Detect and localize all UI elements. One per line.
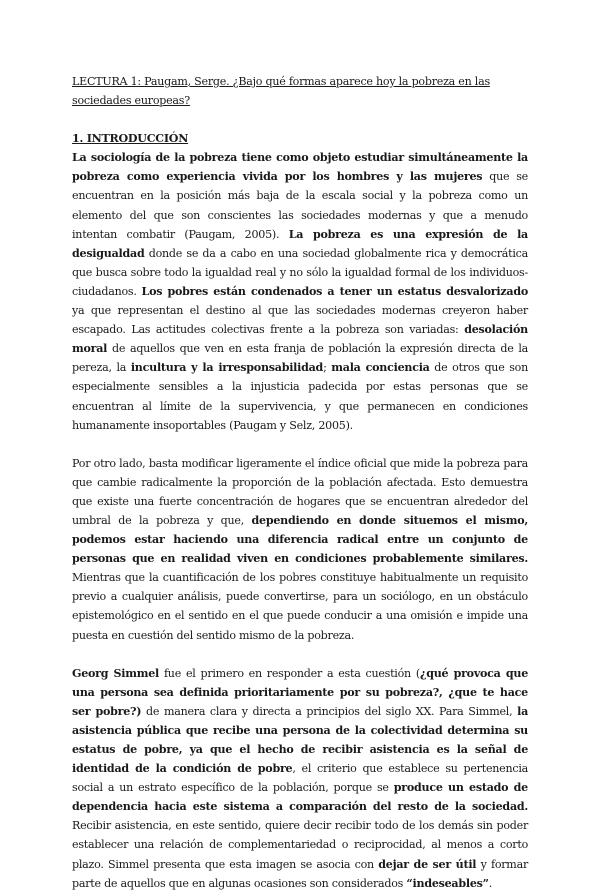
bold-text-run: Georg Simmel: [72, 666, 160, 680]
paragraph-simmel: [72, 664, 528, 893]
text-run: Mientras que la cuantificación de los pobres constituye habitualmente un requisito previo a cualquier análisis, puede convertirse, para un sociólogo, en un obstáculo epistemológico en el sentido en el que puede conducir a una omisión e impide una puesta en cuestión del sentido mismo de la pobreza.: [72, 571, 528, 642]
bold-text-run: mala conciencia: [331, 361, 430, 375]
text-run: .: [488, 876, 493, 890]
bold-text-run: La pobreza es una expresión de la desigualdad: [72, 227, 528, 260]
text-run: , el criterio que establece su pertenencia social a un estrato específico de la población, porque se: [72, 762, 528, 795]
bold-text-run: dependiendo en donde situemos el mismo, podemos estar haciendo una diferencia radical entre un conjunto de personas que en realidad viven en condiciones probablemente similares.: [72, 513, 528, 566]
bold-text-run: incultura y la irresponsabilidad: [130, 361, 324, 375]
text-run: y formar parte de aquellos que en algunas ocasiones son considerados: [72, 857, 528, 890]
paragraph-gap: [72, 435, 528, 454]
text-run: donde se da a cabo en una sociedad globalmente rica y democrática que busca sobre todo la igualdad real y no sólo la igualdad formal de los individuos-ciudadanos.: [72, 246, 528, 298]
section-heading: 1. INTRODUCCIÓN: [72, 132, 189, 146]
text-run: de manera clara y directa a principios del siglo XX. Para Simmel,: [141, 704, 518, 718]
bold-text-run: desolación moral: [72, 323, 528, 356]
text-run: Recibir asistencia, en este sentido, quiere decir recibir todo de los demás sin poder establecer una relación de complementariedad o reciprocidad, al menos a corto plazo. Simmel presenta que esta imagen se asocia con: [72, 819, 528, 871]
paragraph-poverty-index: [72, 454, 528, 645]
text-run: de otros que son especialmente sensibles a la injusticia padecida por estas personas que se encuentran al límite de la supervivencia, y que permanecen en condiciones humanamente insoportables (Paugam y Selz, 2005).: [72, 361, 528, 432]
bold-text-run: Los pobres están condenados a tener un estatus desvalorizado: [141, 284, 528, 298]
text-run: fue el primero en responder a esta cuestión (: [159, 666, 420, 680]
bold-text-run: ¿qué provoca que una persona sea definida prioritariamente por su pobreza?, ¿que te hace ser pobre?): [72, 666, 529, 718]
text-run: que se encuentran en la posición más baja de la escala social y la pobreza como un elemento del que son conscientes las sociedades modernas y que a menudo intentan combatir (Paugam, 2005).: [72, 170, 529, 241]
document-page: [72, 72, 528, 893]
document-title: LECTURA 1: Paugam, Serge. ¿Bajo qué formas aparece hoy la pobreza en las sociedades europeas?: [72, 75, 490, 108]
paragraph-gap: [72, 645, 528, 664]
paragraph-introduction: [72, 148, 528, 434]
text-run: ya que representan el destino al que las sociedades modernas creyeron haber escapado. Las actitudes colectivas frente a la pobreza son variadas:: [72, 304, 528, 337]
bold-text-run: La sociología de la pobreza tiene como objeto estudiar simultáneamente la pobreza como experiencia vivida por los hombres y las mujeres: [72, 151, 528, 184]
text-run: ;: [323, 361, 332, 375]
text-run: de aquellos que ven en esta franja de población la expresión directa de la pereza, la: [72, 342, 528, 375]
bold-text-run: la asistencia pública que recibe una persona de la colectividad determina su estatus de pobre, ya que el hecho de recibir asistencia es la señal de identidad de la condición de pobre: [72, 704, 529, 776]
text-run: Por otro lado, basta modificar ligeramente el índice oficial que mide la pobreza para que cambie radicalmente la proporción de la población afectada. Esto demuestra que existe una fuerte concentración de hogares que se encuentran alrededor del umbral de la pobreza y que,: [72, 456, 528, 527]
bold-text-run: “indeseables”: [406, 876, 489, 890]
bold-text-run: produce un estado de dependencia hacia este sistema a comparación del resto de la sociedad.: [72, 781, 528, 814]
bold-text-run: dejar de ser útil: [378, 857, 477, 871]
